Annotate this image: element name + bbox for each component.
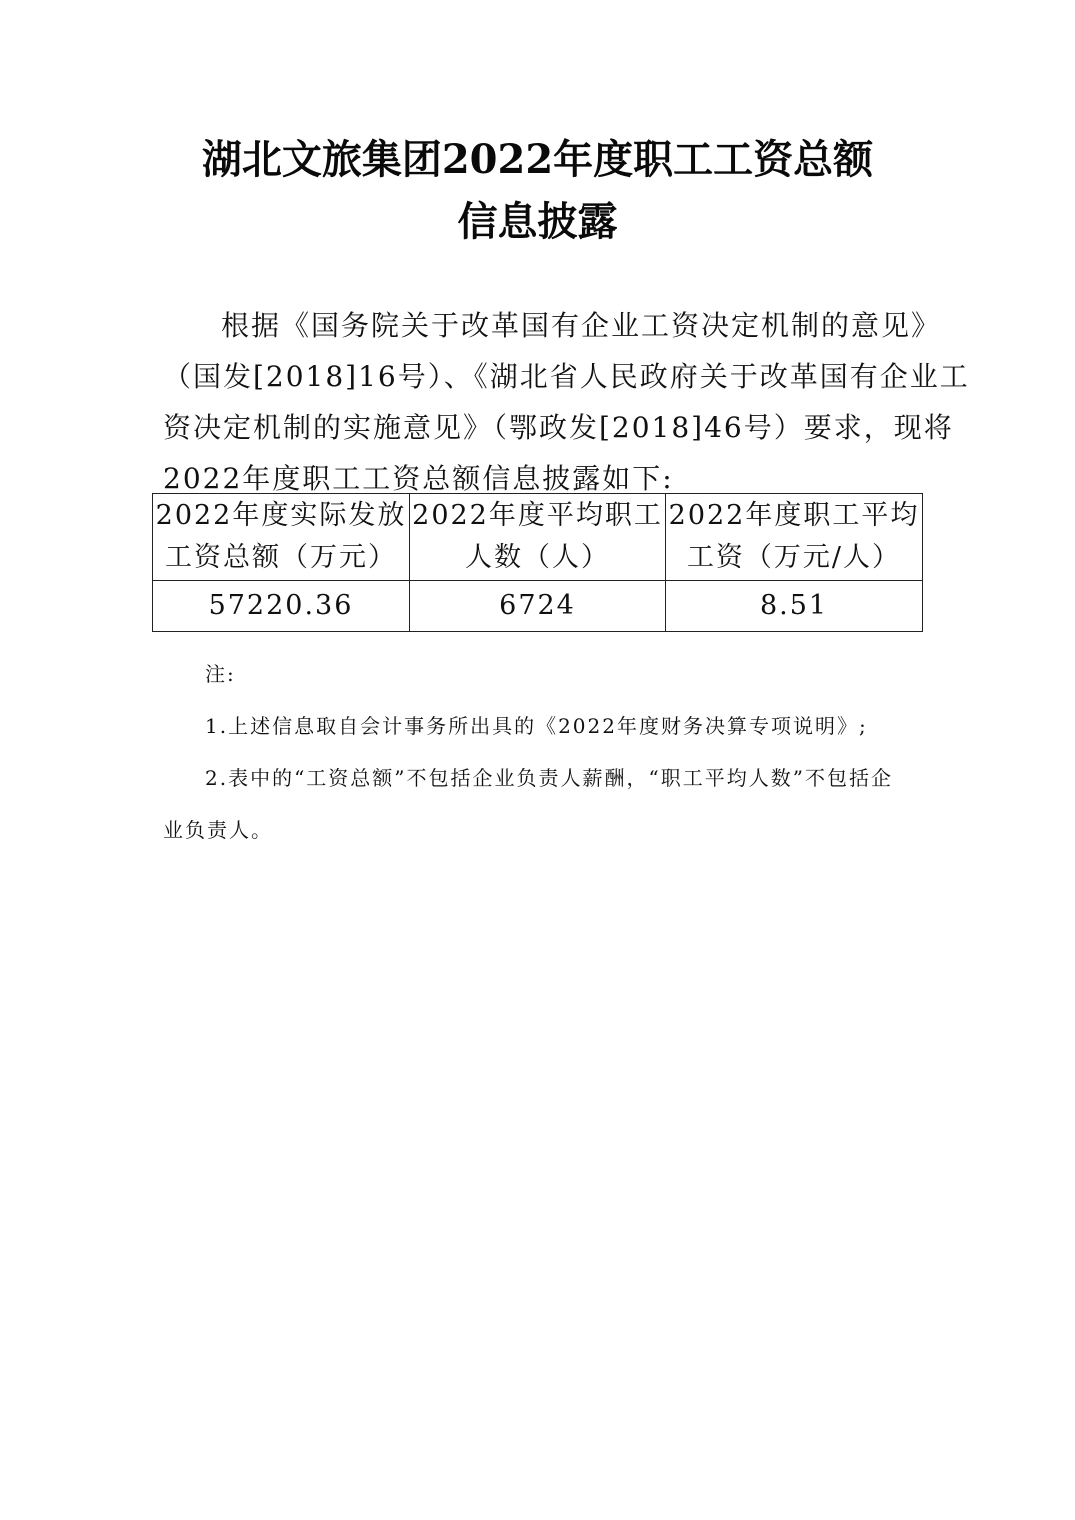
note-2: 2.表中的“工资总额”不包括企业负责人薪酬，“职工平均人数”不包括企 (205, 766, 893, 790)
header-average-employees: 2022年度平均职工人数（人） (410, 494, 666, 581)
cell-total-wages: 57220.36 (153, 581, 410, 632)
notes-label: 注: (205, 662, 236, 686)
wage-table (152, 493, 923, 632)
table-row (153, 581, 923, 632)
intro-line-4: 2022年度职工工资总额信息披露如下: (163, 462, 674, 495)
intro-paragraph (163, 300, 970, 504)
notes-section (163, 648, 913, 856)
table-header-row (153, 494, 923, 581)
intro-line-1: 根据《国务院关于改革国有企业工资决定机制的意见》 (221, 309, 942, 342)
cell-average-wage: 8.51 (666, 581, 923, 632)
document-title-line-1: 湖北文旅集团2022年度职工工资总额 (201, 136, 874, 183)
document-title-line-2: 信息披露 (457, 198, 618, 245)
intro-line-2: （国发[2018]16号）、《湖北省人民政府关于改革国有企业工 (163, 360, 970, 393)
note-2-continued: 业负责人。 (163, 818, 273, 842)
header-average-wage: 2022年度职工平均工资（万元/人） (666, 494, 923, 581)
note-1: 1.上述信息取自会计事务所出具的《2022年度财务决算专项说明》; (205, 714, 868, 738)
intro-line-3: 资决定机制的实施意见》（鄂政发[2018]46号）要求，现将 (163, 411, 954, 444)
header-total-wages: 2022年度实际发放工资总额（万元） (153, 494, 410, 581)
cell-average-employees: 6724 (410, 581, 666, 632)
